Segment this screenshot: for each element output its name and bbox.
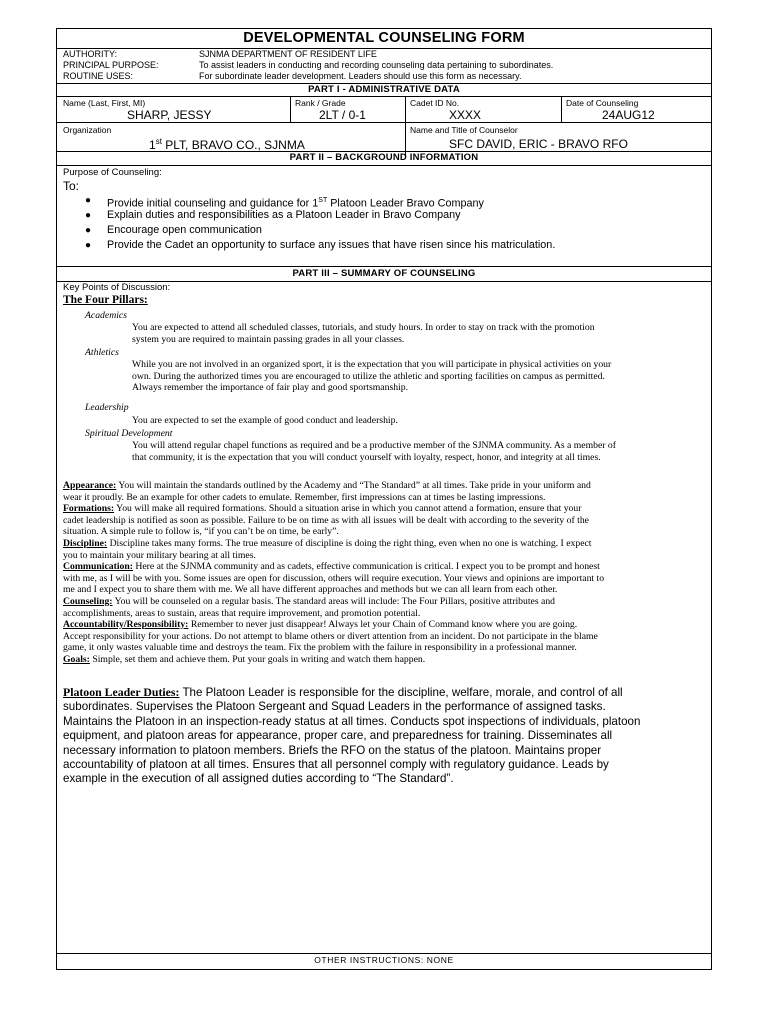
purpose-bullet: ● Provide the Cadet an opportunity to surface any issues that have risen since his matriculation. (85, 239, 556, 251)
purpose-bullet: ● Explain duties and responsibilities as a Platoon Leader in Bravo Company (85, 209, 461, 221)
pillar-name: Leadership (85, 402, 129, 413)
pillar-text: You are expected to attend all scheduled classes, tutorials, and study hours. In order to stay on track with the promotion system you are required to maintain passing grades in all your classes. (132, 322, 595, 345)
divider (57, 165, 711, 166)
header-value-purpose: To assist leaders in conducting and recording counseling data pertaining to subordinates. (199, 60, 554, 70)
divider (57, 953, 711, 954)
topic-accountability: Accountability/Responsibility: Remember to never just disappear! Always let your Chain of Command know where you are going. Accept responsibility for your actions. Do not attempt to blame others or divert attention from an incident. Do not participate in the blame game, it only wastes valuable time and destroys the team. Fix the problem with the failure in responsibility in a professional manner. (63, 619, 598, 654)
pillar-text: You will attend regular chapel functions as required and be a productive member of the SJNMA community. As a member of that community, it is the expectation that you will conduct yourself with loyalty, respect, honor, and integrity at all times. (132, 440, 616, 463)
date-label: Date of Counseling (566, 98, 639, 108)
counselor-label: Name and Title of Counselor (410, 125, 518, 135)
other-instructions: OTHER INSTRUCTIONS: NONE (314, 955, 454, 965)
divider (561, 96, 562, 122)
platoon-leader-duties: Platoon Leader Duties: The Platoon Leader is responsible for the discipline, welfare, morale, and control of all subordinates. Supervises the Platoon Sergeant and Squad Leaders in the performance of assigned tasks. Maintains the Platoon in an inspection-ready status at all times. Conducts spot inspections of individuals, platoon equipment, and platoon areas for appearance, proper care, and preparedness for training. Disseminates all necessary information to platoon members. Briefs the RFO on the status of the platoon. Maintains proper accountability of platoon at all times. Ensures that all personnel comply with regulatory guidance. Leads by example in the execution of all assigned duties according to “The Standard”. (63, 685, 641, 786)
divider (57, 266, 711, 267)
pillar-text: You are expected to set the example of good conduct and leadership. (132, 415, 398, 426)
organization-value: 1st PLT, BRAVO CO., SJNMA (149, 137, 305, 152)
header-value-authority: SJNMA DEPARTMENT OF RESIDENT LIFE (199, 49, 377, 59)
header-value-routine-uses: For subordinate leader development. Leaders should use this form as necessary. (199, 71, 522, 81)
purpose-bullet: ● Provide initial counseling and guidance for 1ST Platoon Leader Bravo Company (85, 195, 484, 210)
divider (57, 122, 711, 123)
key-points-label: Key Points of Discussion: (63, 282, 171, 293)
topic-communication: Communication: Here at the SJNMA community and as cadets, effective communication is critical. I expect you to be prompt and honest with me, as I will be with you. Some issues are open for discussion, others will require execution. Your views and opinions are important to me and I expect you to share them with me. We all have different approaches and methods but we can all learn from each other. (63, 561, 605, 596)
name-label: Name (Last, First, MI) (63, 98, 146, 108)
pillar-name: Academics (85, 310, 127, 321)
cadet-id-label: Cadet ID No. (410, 98, 460, 108)
divider (57, 96, 711, 97)
header-label-routine-uses: ROUTINE USES: (63, 71, 134, 81)
part2-title: PART II – BACKGROUND INFORMATION (289, 152, 479, 163)
purpose-to: To: (63, 179, 80, 193)
form-title: DEVELOPMENTAL COUNSELING FORM (243, 30, 525, 46)
purpose-bullet: ● Encourage open communication (85, 224, 262, 236)
rank-value: 2LT / 0-1 (319, 108, 366, 122)
part1-title: PART I - ADMINISTRATIVE DATA (308, 84, 460, 95)
pillar-name: Athletics (85, 347, 119, 358)
pillars-heading: The Four Pillars: (63, 294, 148, 306)
header-label-authority: AUTHORITY: (63, 49, 118, 59)
organization-label: Organization (63, 125, 112, 135)
divider (405, 96, 406, 158)
name-value: SHARP, JESSY (127, 108, 212, 122)
counseling-form (56, 28, 712, 970)
header-label-purpose: PRINCIPAL PURPOSE: (63, 60, 159, 70)
topic-counseling: Counseling: You will be counseled on a regular basis. The standard areas will include: The Four Pillars, positive attributes and accomplishments, areas to sustain, areas that require improvement, and promotion potential. (63, 596, 556, 619)
purpose-label: Purpose of Counseling: (63, 167, 162, 178)
rank-label: Rank / Grade (295, 98, 346, 108)
topic-discipline: Discipline: Discipline takes many forms. The true measure of discipline is doing the right thing, even when no one is watching. I expect you to maintain your military bearing at all times. (63, 538, 592, 561)
counselor-value: SFC DAVID, ERIC - BRAVO RFO (449, 137, 628, 151)
topic-formations: Formations: You will make all required formations. Should a situation arise in which you cannot attend a formation, ensure that your cadet leadership is notified as soon as possible. Failure to be on time as with all issues will be dealt with according to the severity of the situation. A simple rule to follow is, “if you can’t be on time, be early”. (63, 503, 589, 538)
cadet-id-value: XXXX (449, 108, 482, 122)
pillar-text: While you are not involved in an organized sport, it is the expectation that you will participate in physical activities on your own. During the authorized times you are encouraged to utilize the athletic and sporting facilities on campus as permitted. Always remember the importance of fair play and good sportsmanship. (132, 359, 612, 394)
topic-appearance: Appearance: You will maintain the standards outlined by the Academy and “The Standard” at all times. Take pride in your uniform and wear it proudly. Be an example for other cadets to emulate. Remember, first impressions can at times be lasting impressions. (63, 480, 591, 503)
divider (290, 96, 291, 122)
part3-title: PART III – SUMMARY OF COUNSELING (292, 268, 476, 279)
date-value: 24AUG12 (602, 108, 655, 122)
topic-goals: Goals: Simple, set them and achieve them. Put your goals in writing and watch them happen. (63, 654, 426, 665)
pillar-name: Spiritual Development (85, 428, 173, 439)
